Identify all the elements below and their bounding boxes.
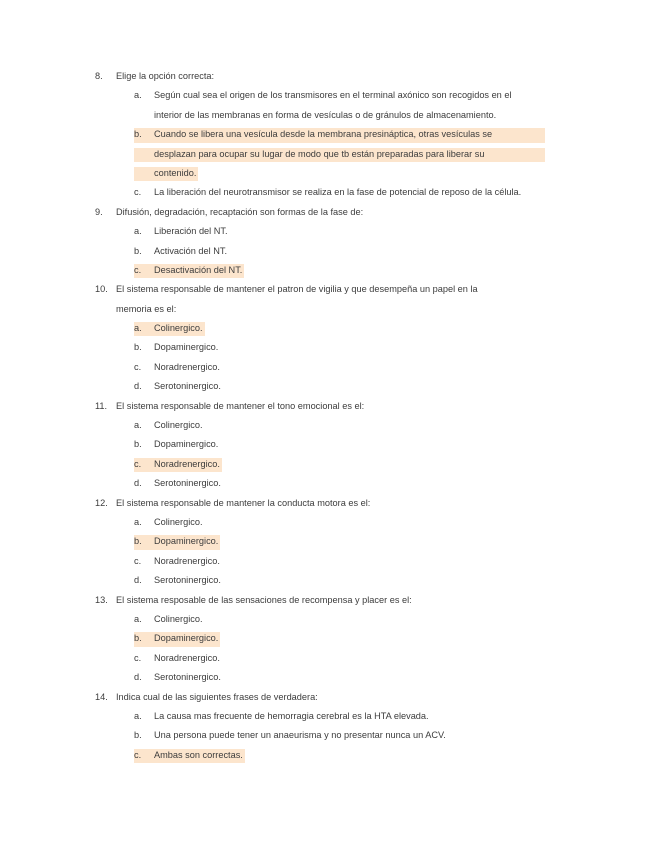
option-letter: c. [134,555,142,566]
option-letter: c. [134,458,142,469]
option-row [0,474,655,493]
option-text: Activación del NT. [154,245,228,256]
option-text: Liberación del NT. [154,226,228,237]
option-letter: a. [134,226,142,237]
option-text: interior de las membranas en forma de vesículas o de gránulos de almacenamiento. [154,109,497,120]
question-number: 10. [95,284,108,295]
option-row [0,435,655,454]
option-text: Serotoninergico. [154,575,221,586]
option-text: La causa mas frecuente de hemorragia cerebral es la HTA elevada. [154,710,429,721]
option-row [0,513,655,532]
question-text: El sistema resposable de las sensaciones de recompensa y placer es el: [116,594,412,605]
option-text: Colinergico. [154,516,203,527]
question-text: El sistema responsable de mantener el patron de vigilia y que desempeña un papel en la [116,284,478,295]
question-block [0,494,655,591]
option-row [0,455,655,474]
option-letter: a. [134,710,142,721]
option-text: Dopaminergico. [154,633,219,644]
question-number: 14. [95,691,108,702]
question-number: 13. [95,594,108,605]
question-text: El sistema responsable de mantener la conducta motora es el: [116,497,371,508]
option-letter: a. [134,613,142,624]
question-row [0,397,655,416]
question-block [0,280,655,396]
question-block [0,591,655,688]
option-text: Según cual sea el origen de los transmisores en el terminal axónico son recogidos en el [154,90,512,101]
question-text: El sistema responsable de mantener el tono emocional es el: [116,400,365,411]
option-row [0,145,655,164]
option-row [0,106,655,125]
option-row [0,668,655,687]
option-text: Colinergico. [154,613,203,624]
option-row [0,571,655,590]
question-number: 11. [95,400,108,411]
option-row [0,377,655,396]
option-letter: b. [134,633,142,644]
question-number: 8. [95,71,103,81]
option-text: contenido. [154,167,197,178]
option-text: Cuando se libera una vesícula desde la membrana presináptica, otras vesículas se [154,129,493,140]
option-row [0,649,655,668]
option-text: Ambas son correctas. [154,749,243,760]
option-letter: d. [134,478,142,489]
option-row [0,242,655,261]
question-row [0,67,655,86]
option-letter: c. [134,652,142,663]
question-block [0,67,655,203]
option-letter: b. [134,129,142,140]
option-row [0,746,655,765]
option-row [0,86,655,105]
option-letter: b. [134,342,142,353]
option-letter: a. [134,323,142,334]
option-row [0,183,655,202]
question-row [0,300,655,319]
option-letter: c. [134,361,142,372]
option-text: desplazan para ocupar su lugar de modo que tb están preparadas para liberar su [154,148,485,159]
option-row [0,629,655,648]
option-letter: c. [134,264,142,275]
option-text: La liberación del neurotransmisor se realiza en la fase de potencial de reposo de la célula. [154,187,522,198]
option-row [0,164,655,183]
option-row [0,726,655,745]
option-row [0,261,655,280]
option-text: Dopaminergico. [154,536,219,547]
question-row [0,280,655,299]
option-text: Noradrenergico. [154,458,220,469]
option-letter: b. [134,439,142,450]
question-row [0,203,655,222]
option-row [0,125,655,144]
option-text: Dopaminergico. [154,439,219,450]
option-text: Noradrenergico. [154,361,220,372]
option-text: Serotoninergico. [154,381,221,392]
option-letter: a. [134,420,142,431]
option-letter: c. [134,187,142,198]
option-text: Una persona puede tener un anaeurisma y no presentar nunca un ACV. [154,730,446,741]
option-row [0,358,655,377]
option-text: Noradrenergico. [154,555,220,566]
option-letter: c. [134,749,142,760]
question-block [0,203,655,281]
option-letter: a. [134,516,142,527]
option-letter: d. [134,575,142,586]
option-letter: d. [134,381,142,392]
question-block [0,397,655,494]
option-row [0,707,655,726]
question-text: Elige la opción correcta: [116,71,215,81]
option-text: Dopaminergico. [154,342,219,353]
option-letter: a. [134,90,142,101]
question-row [0,494,655,513]
option-row [0,319,655,338]
question-text: Indica cual de las siguientes frases de verdadera: [116,691,318,702]
option-row [0,610,655,629]
question-row [0,688,655,707]
option-row [0,532,655,551]
option-letter: b. [134,536,142,547]
question-block [0,688,655,766]
option-letter: b. [134,730,142,741]
option-text: Colinergico. [154,323,203,334]
question-row [0,591,655,610]
option-letter: d. [134,672,142,683]
option-text: Desactivación del NT. [154,264,243,275]
question-text: memoria es el: [116,303,177,314]
option-row [0,416,655,435]
question-list [0,67,655,765]
option-letter: b. [134,245,142,256]
option-text: Serotoninergico. [154,672,221,683]
option-text: Colinergico. [154,420,203,431]
question-number: 9. [95,206,103,217]
option-row [0,222,655,241]
option-text: Noradrenergico. [154,652,220,663]
option-text: Serotoninergico. [154,478,221,489]
option-row [0,338,655,357]
option-row [0,552,655,571]
question-number: 12. [95,497,108,508]
question-text: Difusión, degradación, recaptación son formas de la fase de: [116,206,364,217]
